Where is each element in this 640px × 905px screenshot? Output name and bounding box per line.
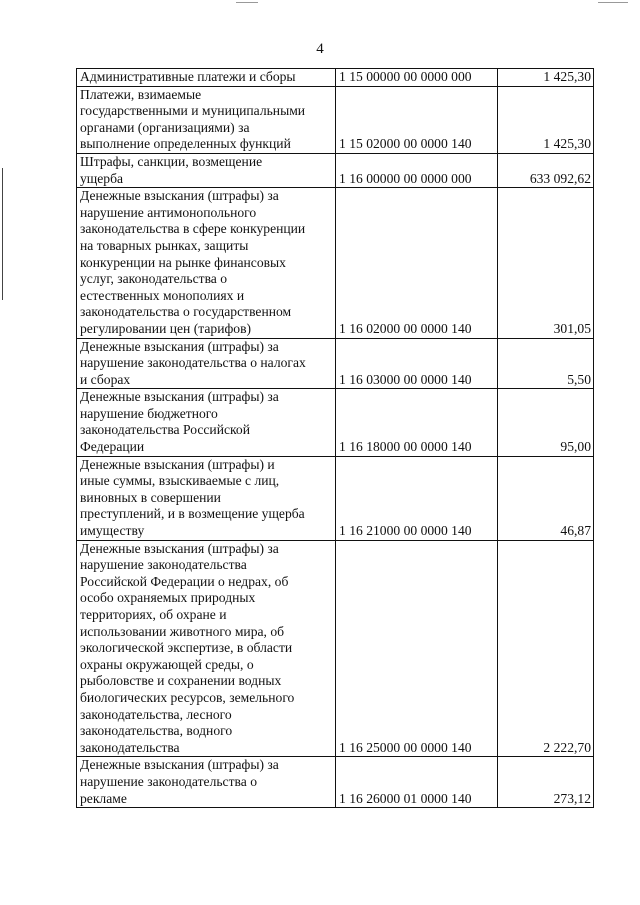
budget-code-cell: 1 15 00000 00 0000 000 [336, 69, 498, 87]
amount-cell: 95,00 [498, 389, 594, 456]
revenue-name-line: нарушение бюджетного [80, 405, 218, 421]
revenue-name-line: нарушение антимонопольного [80, 204, 257, 220]
revenue-name-line: нарушение законодательства о налогах [80, 355, 306, 371]
scan-artifact-corner [598, 2, 628, 3]
revenue-name-line: преступлений, и в возмещение ущерба [80, 506, 305, 522]
revenue-name-line: виновных в совершении [80, 489, 221, 505]
amount-cell: 2 222,70 [498, 540, 594, 757]
revenue-name-line: Денежные взыскания (штрафы) за [80, 540, 279, 556]
revenue-name-cell [77, 188, 336, 338]
revenue-name-line: Российской Федерации о недрах, об [80, 573, 289, 589]
revenue-name-line: законодательства в сфере конкуренции [80, 221, 306, 237]
revenue-name-line: рыболовстве и сохранении водных [80, 673, 282, 689]
revenue-name-line: законодательства о государственном [80, 304, 292, 320]
revenue-name-cell [77, 757, 336, 808]
table-row [77, 188, 594, 338]
revenue-name-line: Денежные взыскания (штрафы) за [80, 338, 279, 354]
revenue-name-cell [77, 540, 336, 757]
revenue-name-line: законодательства, лесного [80, 706, 232, 722]
amount-cell: 1 425,30 [498, 69, 594, 87]
revenue-name-line: и сборах [80, 371, 131, 387]
amount-cell: 46,87 [498, 456, 594, 540]
revenue-name-line: органами (организациями) за [80, 119, 250, 135]
revenue-name-line: Административные платежи и сборы [80, 69, 296, 84]
budget-code-cell: 1 15 02000 00 0000 140 [336, 86, 498, 153]
table-row [77, 540, 594, 757]
revenue-name-line: конкуренции на рынке финансовых [80, 254, 286, 270]
revenue-name-cell [77, 338, 336, 389]
revenue-name-line: экологической экспертизе, в области [80, 640, 293, 656]
budget-code-cell: 1 16 26000 01 0000 140 [336, 757, 498, 808]
amount-cell: 301,05 [498, 188, 594, 338]
revenue-name-line: на товарных рынках, защиты [80, 237, 249, 253]
revenue-name-line: Денежные взыскания (штрафы) за [80, 188, 279, 204]
table-row [77, 456, 594, 540]
revenue-name-line: Денежные взыскания (штрафы) за [80, 757, 279, 773]
table-row [77, 338, 594, 389]
revenue-name-line: естественных монополиях и [80, 287, 245, 303]
revenue-name-line: нарушение законодательства о [80, 773, 257, 789]
revenue-name-cell [77, 153, 336, 187]
revenue-name-line: Денежные взыскания (штрафы) за [80, 389, 279, 405]
table-row [77, 757, 594, 808]
revenue-name-line: особо охраняемых природных [80, 590, 256, 606]
revenue-name-line: выполнение определенных функций [80, 136, 291, 152]
budget-code-cell: 1 16 21000 00 0000 140 [336, 456, 498, 540]
amount-cell: 1 425,30 [498, 86, 594, 153]
page-number: 4 [316, 41, 324, 57]
revenue-name-line: Денежные взыскания (штрафы) и [80, 456, 275, 472]
budget-code-cell: 1 16 02000 00 0000 140 [336, 188, 498, 338]
revenue-name-line: законодательства Российской [80, 422, 250, 438]
budget-code-cell: 1 16 03000 00 0000 140 [336, 338, 498, 389]
revenue-name-line: услуг, законодательства о [80, 271, 228, 287]
budget-code-cell: 1 16 18000 00 0000 140 [336, 389, 498, 456]
revenue-name-line: иные суммы, взыскиваемые с лиц, [80, 473, 280, 489]
revenue-name-line: Федерации [80, 439, 145, 455]
revenue-name-line: ущерба [80, 170, 124, 186]
table-row [77, 86, 594, 153]
amount-cell: 633 092,62 [498, 153, 594, 187]
budget-code-cell: 1 16 00000 00 0000 000 [336, 153, 498, 187]
revenue-name-cell [77, 86, 336, 153]
revenue-name-cell [77, 389, 336, 456]
revenue-name-line: охраны окружающей среды, о [80, 656, 254, 672]
budget-code-cell: 1 16 25000 00 0000 140 [336, 540, 498, 757]
revenue-name-cell [77, 456, 336, 540]
revenue-name-line: законодательства [80, 739, 180, 755]
revenue-name-line: использовании животного мира, об [80, 623, 285, 639]
revenue-name-line: законодательства, водного [80, 723, 233, 739]
revenue-name-line: государственными и муниципальными [80, 103, 306, 119]
amount-cell: 5,50 [498, 338, 594, 389]
scan-artifact-top [236, 2, 258, 3]
table-row [77, 69, 594, 87]
revenue-name-line: Платежи, взимаемые [80, 86, 202, 102]
revenue-name-line: регулировании цен (тарифов) [80, 320, 252, 336]
revenue-name-cell [77, 69, 336, 87]
budget-revenue-table [76, 68, 594, 808]
table-row [77, 153, 594, 187]
revenue-name-line: биологических ресурсов, земельного [80, 689, 295, 705]
table-row [77, 389, 594, 456]
revenue-name-line: нарушение законодательства [80, 557, 247, 573]
revenue-name-line: территориях, об охране и [80, 607, 227, 622]
revenue-name-line: имуществу [80, 523, 145, 539]
scan-margin-line [2, 168, 3, 300]
revenue-name-line: Штрафы, санкции, возмещение [80, 153, 263, 169]
amount-cell: 273,12 [498, 757, 594, 808]
revenue-name-line: рекламе [80, 790, 127, 806]
